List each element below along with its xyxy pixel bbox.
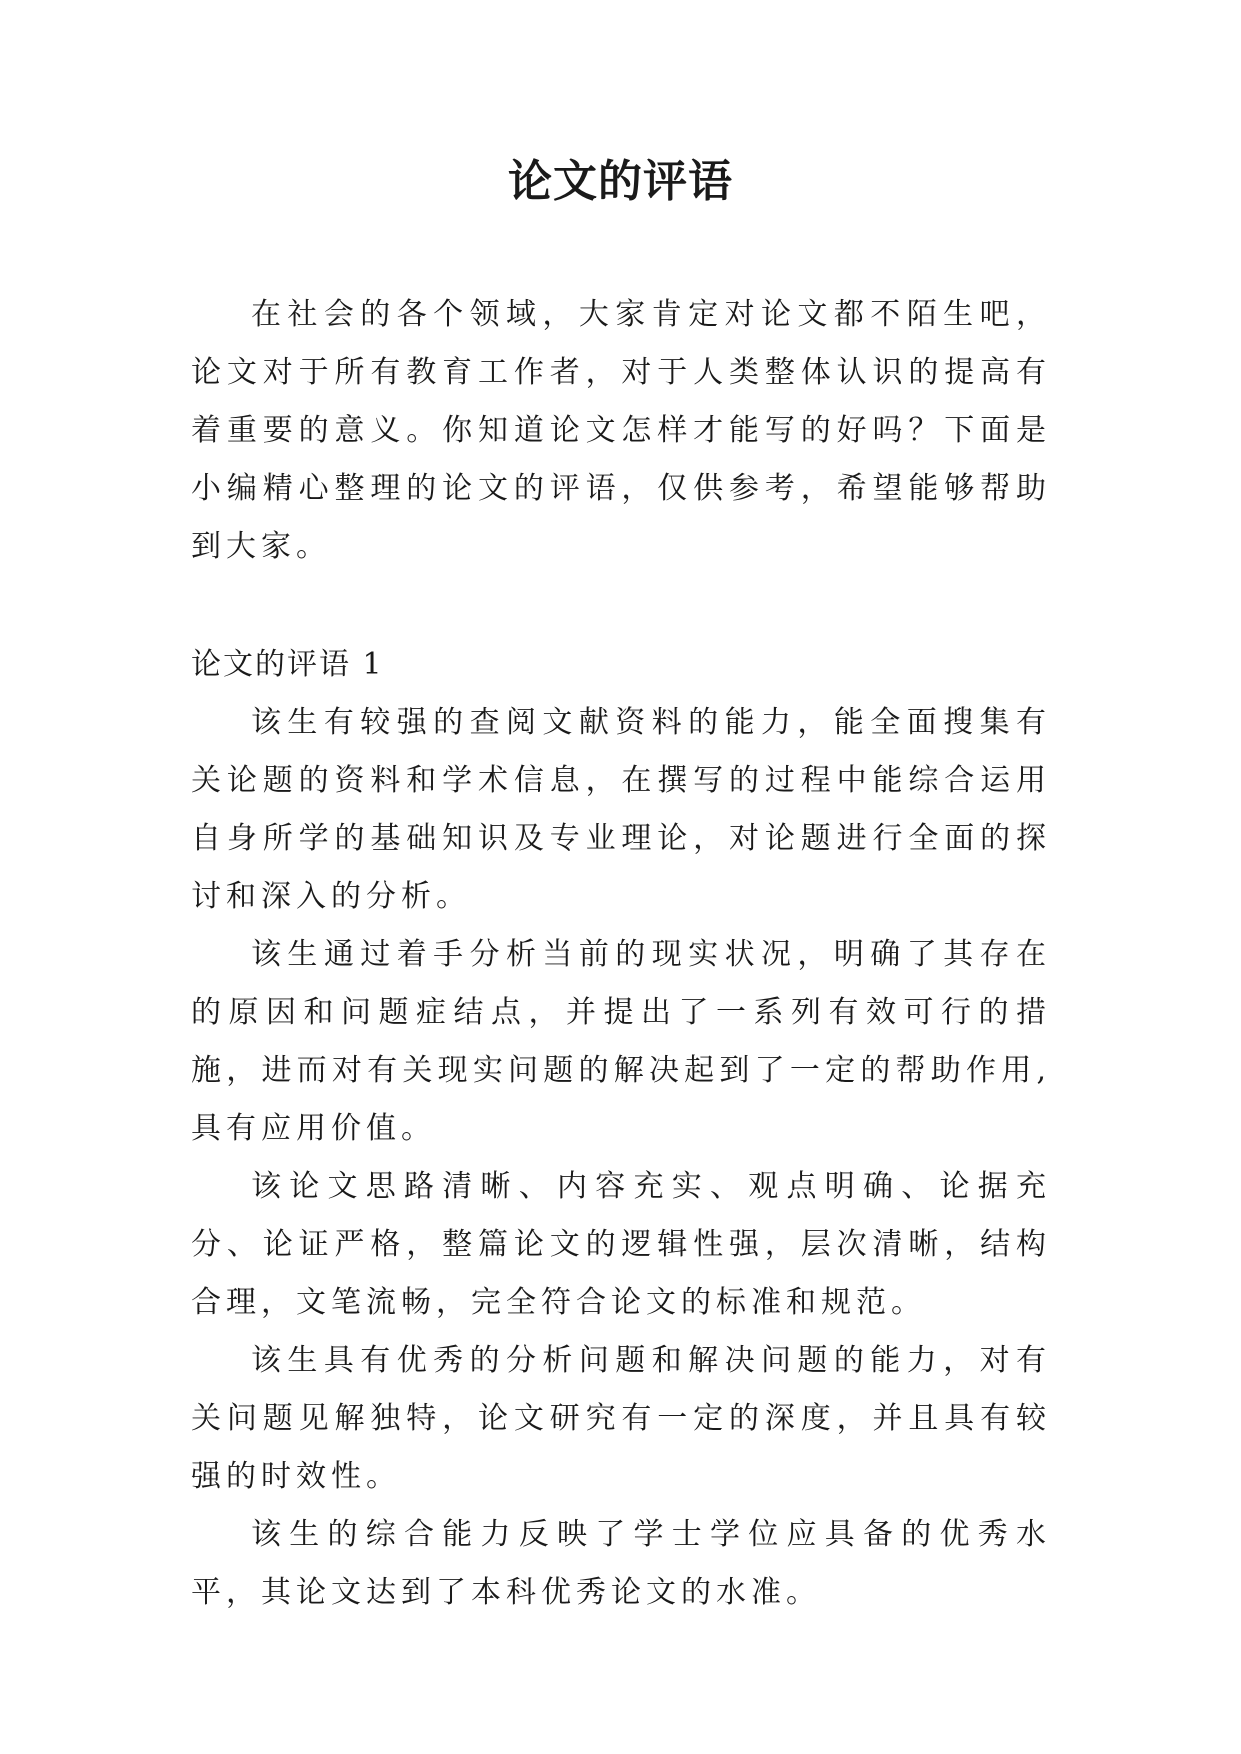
section-heading: 论文的评语 1 [191,647,384,682]
comment-paragraph-5: 该生的综合能力反映了学士学位应具备的优秀水平，其论文达到了本科优秀论文的水准。 [191,1517,1051,1610]
document-body [191,286,1051,1622]
intro-paragraph: 在社会的各个领域，大家肯定对论文都不陌生吧，论文对于所有教育工作者，对于人类整体认识的提高有着重要的意义。你知道论文怎样才能写的好吗？下面是小编精心整理的论文的评语，仅供参考，希望能够帮助到大家。 [191,297,1051,564]
page-title: 论文的评语 [508,156,733,207]
comment-paragraph-1: 该生有较强的查阅文献资料的能力，能全面搜集有关论题的资料和学术信息，在撰写的过程中能综合运用自身所学的基础知识及专业理论，对论题进行全面的探讨和深入的分析。 [191,705,1051,914]
comment-paragraph-4: 该生具有优秀的分析问题和解决问题的能力，对有关问题见解独特，论文研究有一定的深度，并且具有较强的时效性。 [191,1343,1051,1494]
comment-paragraph-2: 该生通过着手分析当前的现实状况，明确了其存在的原因和问题症结点，并提出了一系列有效可行的措施，进而对有关现实问题的解决起到了一定的帮助作用,具有应用价值。 [191,937,1051,1146]
comment-paragraph-3: 该论文思路清晰、内容充实、观点明确、论据充分、论证严格，整篇论文的逻辑性强，层次清晰，结构合理，文笔流畅，完全符合论文的标准和规范。 [191,1169,1051,1320]
